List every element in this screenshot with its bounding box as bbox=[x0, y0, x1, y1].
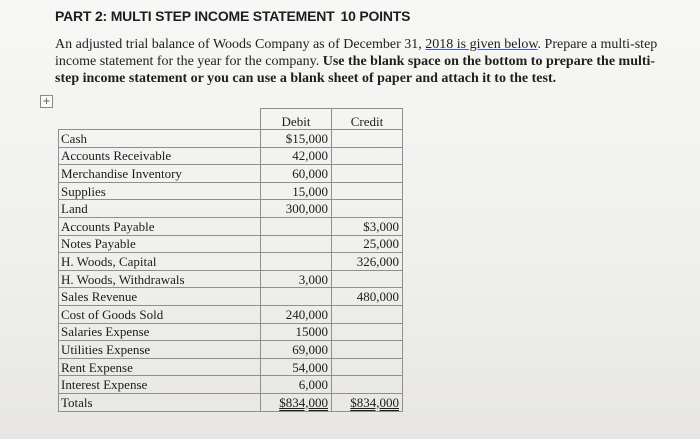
table-row bbox=[59, 165, 403, 183]
table-row bbox=[59, 376, 403, 394]
account-cell: H. Woods, Withdrawals bbox=[59, 270, 261, 288]
credit-cell bbox=[332, 358, 403, 376]
credit-cell bbox=[332, 200, 403, 218]
debit-cell: 42,000 bbox=[261, 147, 332, 165]
table-row bbox=[59, 147, 403, 165]
credit-cell: $834,000 bbox=[332, 393, 403, 411]
debit-cell bbox=[261, 217, 332, 235]
table-row bbox=[59, 200, 403, 218]
credit-cell: 326,000 bbox=[332, 253, 403, 271]
table-row bbox=[59, 130, 403, 148]
page-title bbox=[55, 8, 410, 24]
debit-cell: 6,000 bbox=[261, 376, 332, 394]
table-row bbox=[59, 270, 403, 288]
account-cell: H. Woods, Capital bbox=[59, 253, 261, 271]
credit-cell: 25,000 bbox=[332, 235, 403, 253]
debit-cell: 54,000 bbox=[261, 358, 332, 376]
table-move-handle-icon[interactable]: + bbox=[40, 95, 53, 108]
account-cell: Cost of Goods Sold bbox=[59, 305, 261, 323]
account-cell: Rent Expense bbox=[59, 358, 261, 376]
account-cell: Accounts Payable bbox=[59, 217, 261, 235]
table-body bbox=[59, 130, 403, 412]
debit-cell: 60,000 bbox=[261, 165, 332, 183]
instructions-part-2: . Prepare a multi-step income statement for the year for the company. bbox=[55, 37, 658, 69]
debit-cell: $15,000 bbox=[261, 130, 332, 148]
account-cell: Accounts Receivable bbox=[59, 147, 261, 165]
debit-cell: 15000 bbox=[261, 323, 332, 341]
table-row bbox=[59, 323, 403, 341]
debit-cell bbox=[261, 235, 332, 253]
account-column-header bbox=[59, 109, 261, 130]
instructions-underlined: 2018 is given below bbox=[425, 37, 538, 52]
table-row bbox=[59, 358, 403, 376]
account-cell: Cash bbox=[59, 130, 261, 148]
trial-balance-table bbox=[58, 108, 403, 412]
debit-cell: 240,000 bbox=[261, 305, 332, 323]
account-cell: Merchandise Inventory bbox=[59, 165, 261, 183]
table-row bbox=[59, 235, 403, 253]
debit-cell: 69,000 bbox=[261, 341, 332, 359]
credit-cell bbox=[332, 341, 403, 359]
account-cell: Notes Payable bbox=[59, 235, 261, 253]
debit-column-header: Debit bbox=[261, 109, 332, 130]
debit-cell: 300,000 bbox=[261, 200, 332, 218]
credit-column-header: Credit bbox=[332, 109, 403, 130]
table-header-row bbox=[59, 109, 403, 130]
debit-cell: 15,000 bbox=[261, 182, 332, 200]
table-row bbox=[59, 253, 403, 271]
instructions bbox=[55, 36, 665, 87]
table-row bbox=[59, 217, 403, 235]
table-row bbox=[59, 288, 403, 306]
credit-cell: 480,000 bbox=[332, 288, 403, 306]
account-cell: Salaries Expense bbox=[59, 323, 261, 341]
credit-cell bbox=[332, 376, 403, 394]
table-row bbox=[59, 341, 403, 359]
account-cell: Supplies bbox=[59, 182, 261, 200]
title-text: PART 2: MULTI STEP INCOME STATEMENT bbox=[55, 8, 335, 24]
debit-cell bbox=[261, 288, 332, 306]
account-cell: Sales Revenue bbox=[59, 288, 261, 306]
account-cell: Totals bbox=[59, 393, 261, 411]
credit-cell bbox=[332, 182, 403, 200]
points-label: 10 POINTS bbox=[340, 8, 411, 24]
credit-cell bbox=[332, 305, 403, 323]
credit-cell bbox=[332, 165, 403, 183]
debit-cell: 3,000 bbox=[261, 270, 332, 288]
table-row bbox=[59, 393, 403, 411]
instructions-part-1: An adjusted trial balance of Woods Company as of December 31, bbox=[55, 37, 426, 52]
credit-cell bbox=[332, 147, 403, 165]
debit-cell: $834,000 bbox=[261, 393, 332, 411]
account-cell: Utilities Expense bbox=[59, 341, 261, 359]
account-cell: Land bbox=[59, 200, 261, 218]
credit-cell: $3,000 bbox=[332, 217, 403, 235]
table-row bbox=[59, 182, 403, 200]
instructions-bold: Use the blank space on the bottom to prepare the multi-step income statement or you can use a blank sheet of paper and attach it to the test. bbox=[55, 54, 656, 86]
credit-cell bbox=[332, 130, 403, 148]
debit-cell bbox=[261, 253, 332, 271]
account-cell: Interest Expense bbox=[59, 376, 261, 394]
table-row bbox=[59, 305, 403, 323]
credit-cell bbox=[332, 323, 403, 341]
credit-cell bbox=[332, 270, 403, 288]
